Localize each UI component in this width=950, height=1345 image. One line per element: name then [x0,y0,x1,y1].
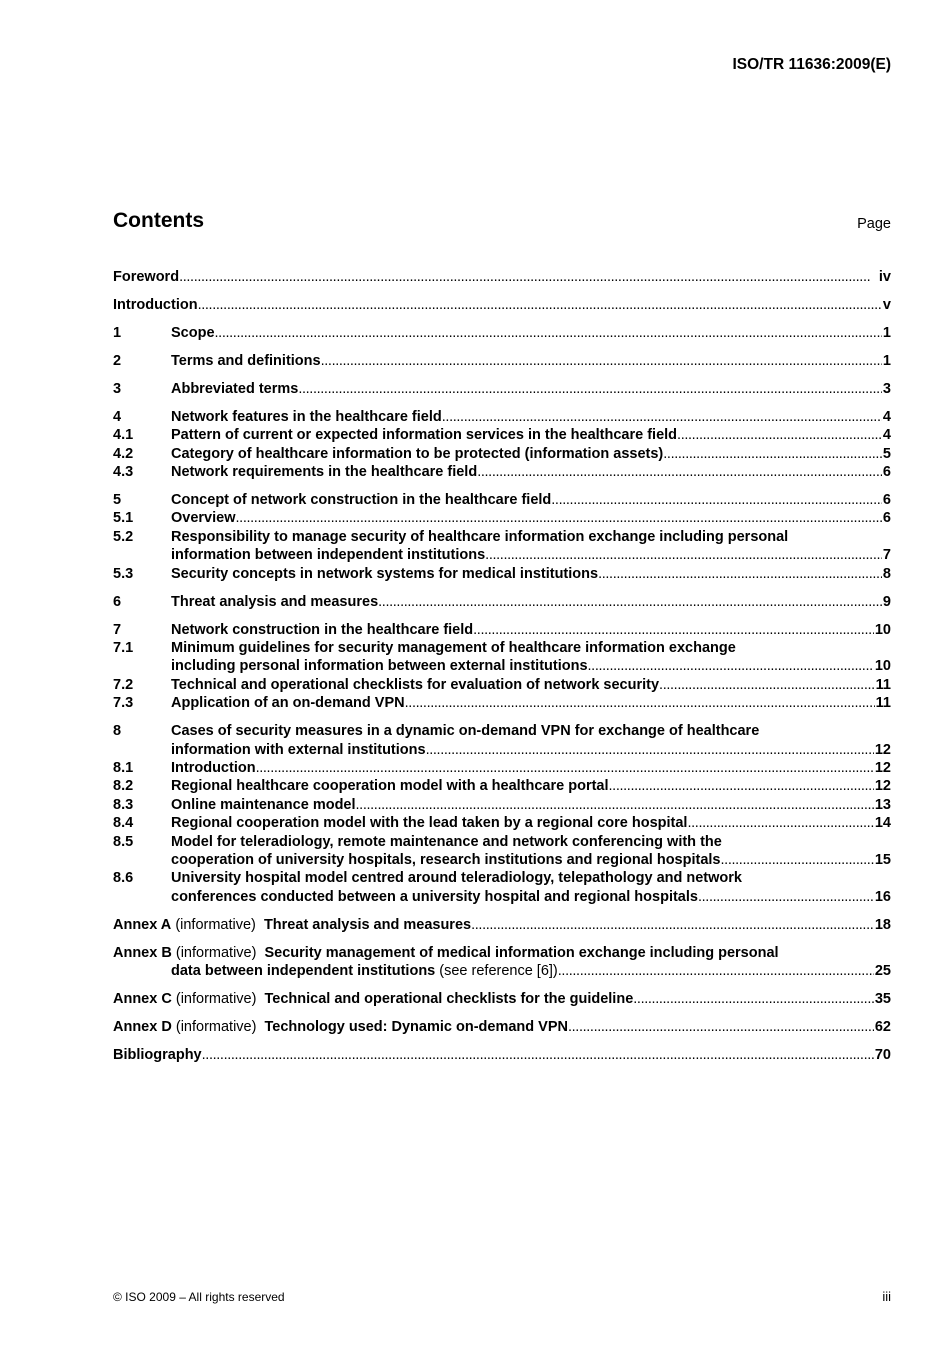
toc-title: Technical and operational checklists for the guideline [264,991,634,1008]
toc-page: 6 [882,464,891,481]
toc-title: Introduction [171,759,256,776]
toc-entry-3[interactable] [113,380,891,398]
dot-leader [588,657,874,675]
toc-title: Threat analysis and measures [171,593,379,610]
toc-number: 8.1 [113,759,134,776]
toc-title-line1: University hospital model centred around teleradiology, telepathology and network [171,870,742,887]
page-number: iii [882,1289,891,1304]
toc-entry-5-1[interactable] [113,509,891,527]
dot-leader [256,759,874,777]
toc-number: 5.2 [113,528,134,545]
toc-title: Overview [171,510,236,527]
dot-leader [663,445,882,463]
toc-title: Concept of network construction in the healthcare field [171,492,552,509]
toc-number: 4.3 [113,464,134,481]
toc-page: 4 [882,427,891,444]
annex-label: Annex A [113,916,172,933]
toc-title: Threat analysis and measures [263,916,472,933]
dot-leader [442,408,882,426]
dot-leader [687,814,873,832]
toc-entry-4-2[interactable] [113,445,891,463]
toc-entry-8-2[interactable] [113,777,891,795]
dot-leader [356,796,874,814]
toc-title: Technical and operational checklists for evaluation of network security [171,676,660,693]
toc-page: 9 [882,593,891,610]
toc-number: 5 [113,492,122,509]
dot-leader [198,296,882,314]
toc-entry-8-3[interactable] [113,796,891,814]
toc-title: cooperation of university hospitals, research institutions and regional hospitals [171,851,721,868]
toc-title: Technology used: Dynamic on-demand VPN [264,1019,568,1035]
annex-reference: (see reference [6]) [439,963,558,980]
toc-page: 16 [874,888,891,905]
toc-title: Regional cooperation model with the lead taken by a regional core hospital [171,815,688,832]
toc-page: 8 [882,565,891,582]
toc-number: 8.4 [113,815,134,832]
toc-page: 4 [882,408,891,425]
toc-entry-8-4[interactable] [113,814,891,832]
toc-title: data between independent institutions [171,963,436,980]
toc-title: Application of an on-demand VPN [171,695,405,712]
dot-leader [321,352,882,370]
dot-leader [471,916,874,934]
toc-page: 3 [882,380,891,397]
toc-number: 5.3 [113,565,134,582]
toc-page: 1 [882,324,891,341]
toc-page: v [882,296,891,313]
toc-number: 8.2 [113,778,134,795]
toc-number: 1 [113,324,122,341]
toc-number: 8.6 [113,870,134,887]
toc-number: 8 [113,723,122,740]
dot-leader [179,268,878,286]
toc-title: Bibliography [113,1046,202,1063]
toc-page: 7 [882,547,891,564]
toc-entry-5-2[interactable] [113,528,891,565]
toc-title: Regional healthcare cooperation model with a healthcare portal [171,778,609,795]
toc-title: Scope [171,324,215,341]
toc-number: 5.1 [113,510,134,527]
toc-page: 6 [882,492,891,509]
document-id: ISO/TR 11636:2009(E) [732,56,891,73]
toc-page: 12 [874,741,891,758]
toc-number: 7.1 [113,640,134,656]
toc-page: 25 [874,963,891,980]
toc-number: 8.5 [113,833,134,850]
toc-number: 6 [113,593,122,610]
toc-entry-7-1[interactable] [113,639,891,676]
toc-page: iv [878,269,891,285]
contents-heading: Contents [113,209,204,232]
toc-number: 8.3 [113,796,134,813]
annex-label: Annex D [113,1019,172,1035]
dot-leader [551,491,882,509]
toc-entry-8[interactable] [113,722,891,759]
toc-page: 18 [874,916,891,933]
table-of-contents [113,268,891,1064]
toc-entry-7[interactable] [113,621,891,639]
dot-leader [485,546,882,564]
annex-type: (informative) [175,916,256,933]
toc-page: 15 [874,851,891,868]
toc-entry-6[interactable] [113,593,891,611]
toc-number: 7 [113,621,122,638]
toc-page: 12 [874,778,891,795]
toc-page: 5 [882,445,891,462]
toc-entry-7-2[interactable] [113,676,891,694]
dot-leader [633,990,874,1008]
toc-entry-bibliography[interactable] [113,1046,891,1064]
toc-entry-4[interactable] [113,408,891,426]
toc-number: 4.1 [113,427,134,444]
toc-page: 14 [874,815,891,832]
dot-leader [477,463,882,481]
toc-title: Online maintenance model [171,796,356,813]
toc-page: 13 [874,796,891,813]
toc-entry-annex-d[interactable] [113,1018,891,1036]
dot-leader [405,694,875,712]
toc-entry-2[interactable] [113,352,891,370]
annex-type: (informative) [175,1019,257,1035]
toc-page: 10 [874,621,891,638]
dot-leader [298,380,882,398]
toc-title-line1: Security management of medical information exchange including personal [264,944,779,961]
toc-number: 7.3 [113,695,134,712]
toc-title: Category of healthcare information to be protected (information assets) [171,445,664,462]
dot-leader [609,777,874,795]
toc-page: 70 [874,1046,891,1063]
toc-entry-8-1[interactable] [113,759,891,777]
toc-title: Pattern of current or expected information services in the healthcare field [171,427,678,444]
toc-entry-4-3[interactable] [113,463,891,481]
dot-leader [598,565,882,583]
toc-number: 4.2 [113,445,134,462]
toc-title-line1: Responsibility to manage security of healthcare information exchange including personal [171,528,789,545]
toc-title: Abbreviated terms [171,380,299,397]
toc-title: Terms and definitions [171,352,321,369]
toc-title: including personal information between external institutions [171,658,588,675]
dot-leader [215,324,882,342]
toc-entry-5[interactable] [113,491,891,509]
toc-page: 10 [874,658,891,675]
toc-entry-annex-c[interactable] [113,990,891,1008]
dot-leader [378,593,882,611]
toc-title-line1: Cases of security measures in a dynamic on-demand VPN for exchange of healthcare [171,723,760,740]
toc-page: 35 [874,991,891,1008]
toc-entry-1[interactable] [113,324,891,342]
toc-title: Network construction in the healthcare field [171,621,474,638]
toc-page: 1 [882,352,891,369]
toc-title: information with external institutions [171,741,426,758]
toc-entry-5-3[interactable] [113,565,891,583]
copyright-notice: © ISO 2009 – All rights reserved [113,1290,285,1304]
toc-title: Security concepts in network systems for medical institutions [171,565,599,582]
toc-entry-8-6[interactable] [113,869,891,906]
toc-entry-annex-b[interactable] [113,944,891,981]
dot-leader [721,851,874,869]
dot-leader [558,962,874,980]
toc-page: 11 [875,695,891,712]
dot-leader [659,676,875,694]
toc-page: 62 [874,1019,891,1035]
toc-number: 4 [113,408,122,425]
toc-entry-foreword[interactable] [113,268,891,286]
dot-leader [202,1046,874,1064]
page-column-label: Page [857,216,891,232]
toc-title: Network requirements in the healthcare field [171,464,478,481]
toc-entry-8-5[interactable] [113,833,891,870]
dot-leader [473,621,874,639]
toc-title: Foreword [113,269,180,285]
dot-leader [677,426,882,444]
toc-page: 6 [882,510,891,527]
toc-title: information between independent institutions [171,547,486,564]
toc-page: 12 [874,759,891,776]
toc-title: Introduction [113,296,198,313]
toc-title-line1: Model for teleradiology, remote maintenance and network conferencing with the [171,833,722,850]
toc-entry-introduction[interactable] [113,296,891,314]
toc-page: 11 [875,676,891,693]
toc-number: 2 [113,352,122,369]
annex-label: Annex B [113,944,172,961]
toc-entry-7-3[interactable] [113,694,891,712]
toc-title: Network features in the healthcare field [171,408,442,425]
toc-title-line1: Minimum guidelines for security management of healthcare information exchange [171,640,736,656]
toc-entry-annex-a[interactable] [113,916,891,934]
annex-label: Annex C [113,991,172,1008]
dot-leader [568,1018,874,1036]
dot-leader [426,741,874,759]
toc-entry-4-1[interactable] [113,426,891,444]
annex-type: (informative) [175,991,257,1008]
toc-number: 7.2 [113,676,134,693]
toc-title: conferences conducted between a university hospital and regional hospitals [171,888,698,905]
toc-number: 3 [113,380,122,397]
annex-type: (informative) [175,944,257,961]
dot-leader [236,509,882,527]
dot-leader [698,888,874,906]
